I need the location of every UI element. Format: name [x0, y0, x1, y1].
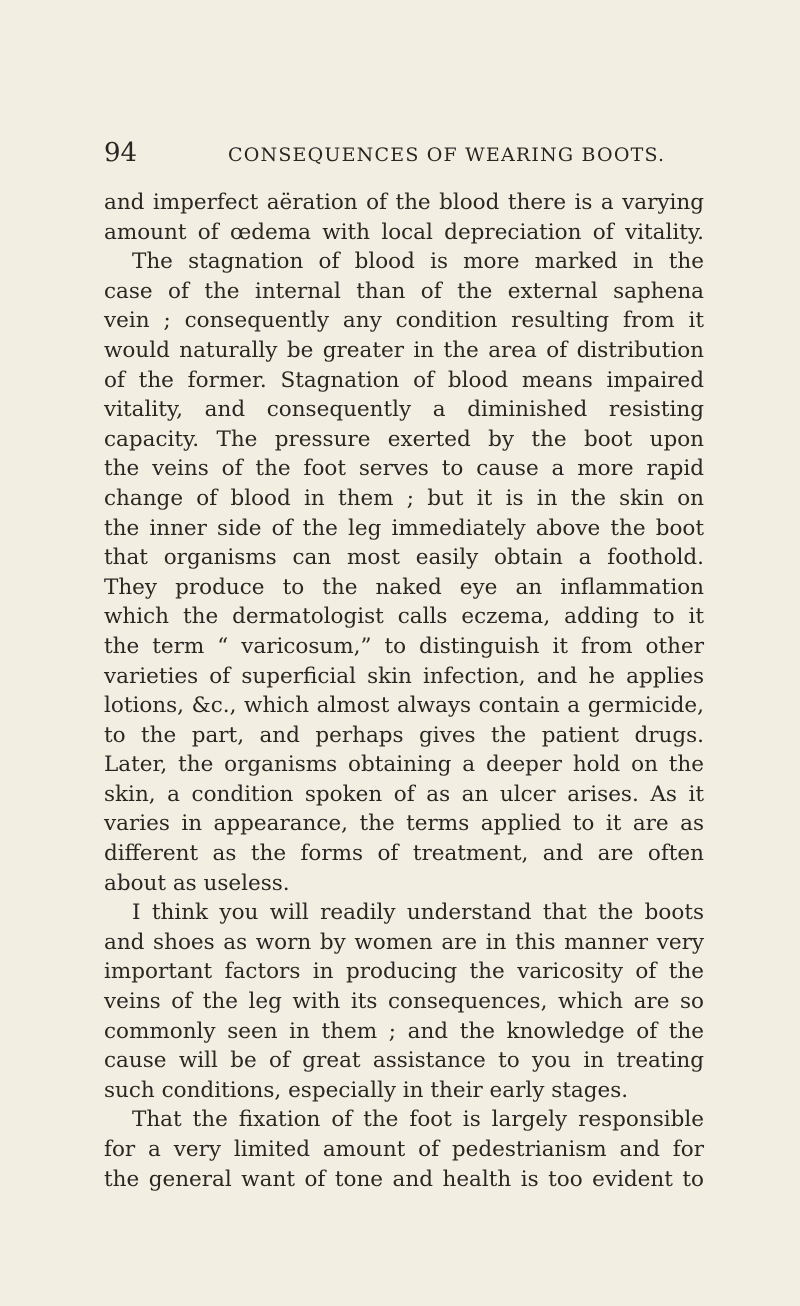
text-line: varies in appearance, the terms applied to it are as: [104, 811, 704, 837]
text-line: case of the internal than of the external saphena: [104, 278, 704, 304]
text-line: and imperfect aëration of the blood there is a varying: [104, 190, 704, 215]
text-line: veins of the leg with its consequences, which are so: [104, 989, 704, 1015]
text-line: to the part, and perhaps gives the patient drugs.: [104, 722, 704, 748]
text-line: the general want of tone and health is too evident to: [104, 1166, 704, 1192]
text-line: change of blood in them ; but it is in the skin on: [104, 485, 704, 511]
body-text: [104, 188, 704, 1194]
text-line: about as useless.: [104, 870, 290, 896]
text-line: lotions, &c., which almost always contain a germicide,: [104, 693, 704, 719]
text-line: capacity. The pressure exerted by the boot upon: [104, 426, 704, 452]
text-line: skin, a condition spoken of as an ulcer arises. As it: [104, 781, 704, 807]
text-line: commonly seen in them ; and the knowledge of the: [104, 1018, 704, 1044]
text-line: vein ; consequently any condition resulting from it: [104, 308, 704, 334]
text-line: amount of œdema with local depreciation of vitality.: [104, 219, 704, 245]
text-line: such conditions, especially in their early stages.: [104, 1077, 629, 1103]
text-line: The stagnation of blood is more marked in the: [132, 249, 704, 275]
text-line: which the dermatologist calls eczema, adding to it: [104, 604, 704, 630]
text-line: That the fixation of the foot is largely responsible: [132, 1107, 704, 1133]
page-number: 94: [104, 138, 138, 168]
text-line: different as the forms of treatment, and are often: [104, 841, 704, 867]
text-line: that organisms can most easily obtain a foothold.: [104, 545, 704, 571]
text-line: vitality, and consequently a diminished resisting: [104, 397, 704, 423]
text-line: varieties of superficial skin infection, and he applies: [104, 663, 704, 689]
running-title: CONSEQUENCES OF WEARING BOOTS.: [228, 144, 666, 166]
text-line: Later, the organisms obtaining a deeper hold on the: [104, 752, 704, 778]
text-line: important factors in producing the varicosity of the: [104, 959, 704, 985]
text-line: the term “ varicosum,” to distinguish it from other: [104, 633, 704, 659]
text-line: for a very limited amount of pedestrianism and for: [104, 1137, 704, 1162]
text-line: of the former. Stagnation of blood means impaired: [104, 367, 704, 393]
text-line: I think you will readily understand that the boots: [132, 900, 704, 926]
text-line: the veins of the foot serves to cause a more rapid: [104, 456, 704, 482]
text-line: the inner side of the leg immediately above the boot: [104, 515, 704, 541]
text-line: cause will be of great assistance to you in treating: [104, 1048, 704, 1074]
text-line: They produce to the naked eye an inflammation: [104, 574, 704, 600]
text-line: would naturally be greater in the area of distribution: [104, 337, 704, 363]
text-line: and shoes as worn by women are in this manner very: [104, 929, 704, 955]
